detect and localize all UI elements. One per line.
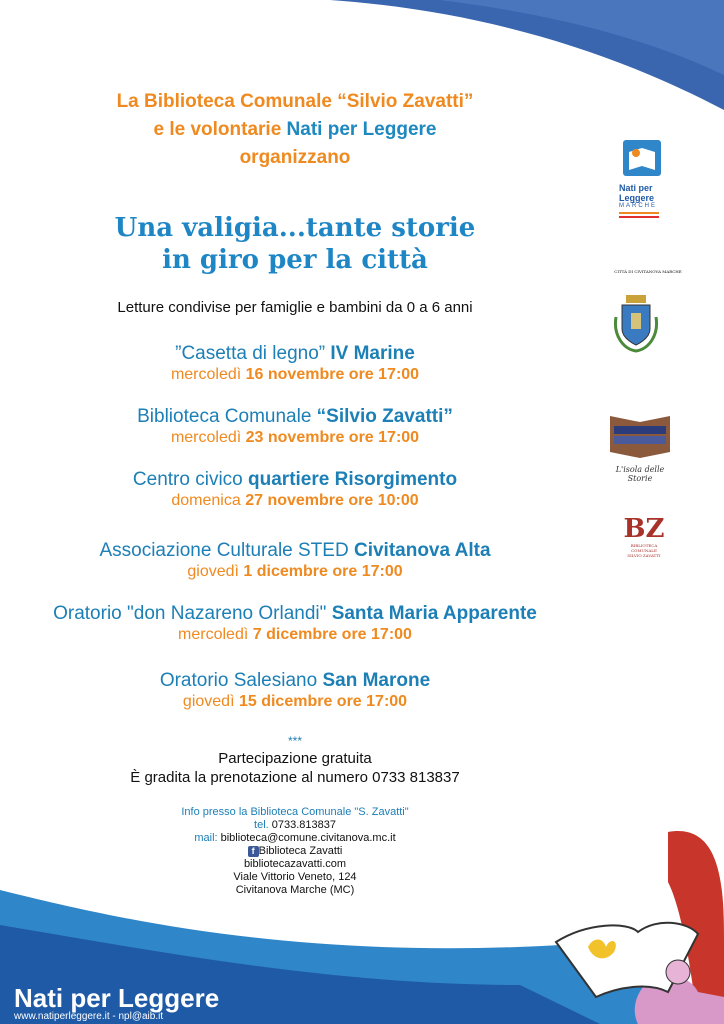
- event-date-bold: 1 dicembre ore 17:00: [243, 563, 403, 580]
- event-place-text: Oratorio "don Nazareno Orlandi": [53, 603, 332, 624]
- event-day: mercoledì: [178, 626, 253, 643]
- isola-label: L'isola delle Storie: [615, 465, 665, 483]
- header: [0, 88, 590, 172]
- civitanova-label: CITTÀ DI CIVITANOVA MARCHE: [614, 269, 682, 274]
- event-date: [0, 562, 590, 582]
- npl-logo-bar: [619, 212, 659, 214]
- event-place-bold: Santa Maria Apparente: [331, 603, 537, 624]
- child-hand: [666, 960, 690, 984]
- bz-sub-2: SILVIO ZAVATTI: [627, 553, 661, 558]
- event-date: [0, 692, 590, 712]
- participation-line-2: È gradita la prenotazione al numero 0733 813837: [130, 769, 460, 786]
- participation-line-1: Partecipazione gratuita: [218, 750, 372, 767]
- event-5: [0, 603, 590, 645]
- event-place: [0, 670, 590, 692]
- event-day: giovedì: [182, 693, 239, 710]
- header-line-2-prefix: e le volontarie: [153, 119, 287, 140]
- event-place-bold: IV Marine: [330, 343, 415, 364]
- npl-logo-bar-2: [619, 216, 659, 218]
- facebook-icon: f: [248, 846, 259, 857]
- event-6: [0, 670, 590, 712]
- event-place-text: ”Casetta di legno”: [175, 343, 331, 364]
- event-place: [0, 469, 590, 491]
- bz-sub-1: BIBLIOTECA COMUNALE: [630, 543, 658, 553]
- bz-logo: [618, 515, 670, 558]
- event-date: [0, 365, 590, 385]
- facebook-name[interactable]: Biblioteca Zavatti: [258, 845, 343, 857]
- event-date: [0, 428, 590, 448]
- event-place-bold: “Silvio Zavatti”: [316, 406, 453, 427]
- event-date-bold: 7 dicembre ore 17:00: [252, 626, 412, 643]
- footer-url[interactable]: www.natiperleggere.it - npl@aib.it: [14, 1011, 164, 1022]
- event-place-text: Oratorio Salesiano: [159, 670, 323, 691]
- header-line-1: La Biblioteca Comunale “Silvio Zavatti”: [116, 91, 474, 112]
- page-title: [0, 212, 590, 276]
- event-place-bold: San Marone: [322, 670, 431, 691]
- event-date-bold: 23 novembre ore 17:00: [245, 429, 420, 446]
- reading-child-illustration: [548, 822, 724, 1024]
- npl-logo-line-1: Nati per: [619, 183, 653, 193]
- header-line-3: organizzano: [239, 147, 351, 168]
- civitanova-coat-of-arms-icon: [613, 295, 659, 353]
- event-3: [0, 469, 590, 511]
- bz-letters: BZ: [623, 514, 665, 544]
- event-place-bold: Civitanova Alta: [353, 540, 491, 561]
- mail-label: mail:: [194, 832, 221, 844]
- info-address-1: Viale Vittorio Veneto, 124: [233, 871, 357, 883]
- npl-logo-line-3: MARCHE: [619, 203, 658, 209]
- event-date-bold: 16 novembre ore 17:00: [245, 366, 420, 383]
- event-day: mercoledì: [170, 429, 246, 446]
- event-place: [0, 603, 590, 625]
- info-block: [0, 806, 590, 897]
- subtitle: Letture condivise per famiglie e bambini da 0 a 6 anni: [117, 299, 473, 316]
- npl-book-icon: [619, 138, 665, 178]
- event-day: domenica: [171, 492, 246, 509]
- info-address-2: Civitanova Marche (MC): [235, 884, 355, 896]
- event-day: giovedì: [187, 563, 244, 580]
- info-tel: [0, 819, 590, 832]
- mail-value[interactable]: biblioteca@comune.civitanova.mc.it: [220, 832, 396, 844]
- header-line-2: [0, 116, 590, 144]
- event-place: [0, 343, 590, 365]
- event-2: [0, 406, 590, 448]
- info-line-1: Info presso la Biblioteca Comunale "S. Zavatti": [181, 806, 409, 818]
- event-place: [0, 406, 590, 428]
- npl-marche-logo: [619, 138, 665, 230]
- event-date-bold: 27 novembre ore 10:00: [245, 492, 419, 509]
- isola-delle-storie-logo: [604, 412, 676, 483]
- tel-value: 0733.813837: [271, 819, 336, 831]
- separator: ***: [287, 734, 302, 748]
- tel-label: tel.: [254, 819, 272, 831]
- event-1: [0, 343, 590, 385]
- title-line-2: in giro per la città: [162, 245, 428, 275]
- participation: [0, 749, 590, 787]
- event-date: [0, 491, 590, 511]
- event-place: [0, 540, 590, 562]
- info-mail: [0, 832, 590, 845]
- event-4: [0, 540, 590, 582]
- info-facebook: [0, 845, 590, 858]
- info-site[interactable]: bibliotecazavatti.com: [243, 858, 347, 870]
- event-place-text: Centro civico: [132, 469, 249, 490]
- npl-logo-line-2: Leggere: [619, 193, 655, 203]
- event-day: mercoledì: [170, 366, 246, 383]
- event-date: [0, 625, 590, 645]
- event-date-bold: 15 dicembre ore 17:00: [238, 693, 408, 710]
- footer-brand: Nati per Leggere: [14, 983, 220, 1013]
- header-line-2-highlight: Nati per Leggere: [286, 119, 437, 140]
- event-place-text: Associazione Culturale STED: [99, 540, 354, 561]
- isola-book-icon: [604, 412, 676, 460]
- event-place-text: Biblioteca Comunale: [137, 406, 317, 427]
- title-line-1: Una valigia...tante storie: [114, 213, 476, 243]
- event-place-bold: quartiere Risorgimento: [248, 469, 458, 490]
